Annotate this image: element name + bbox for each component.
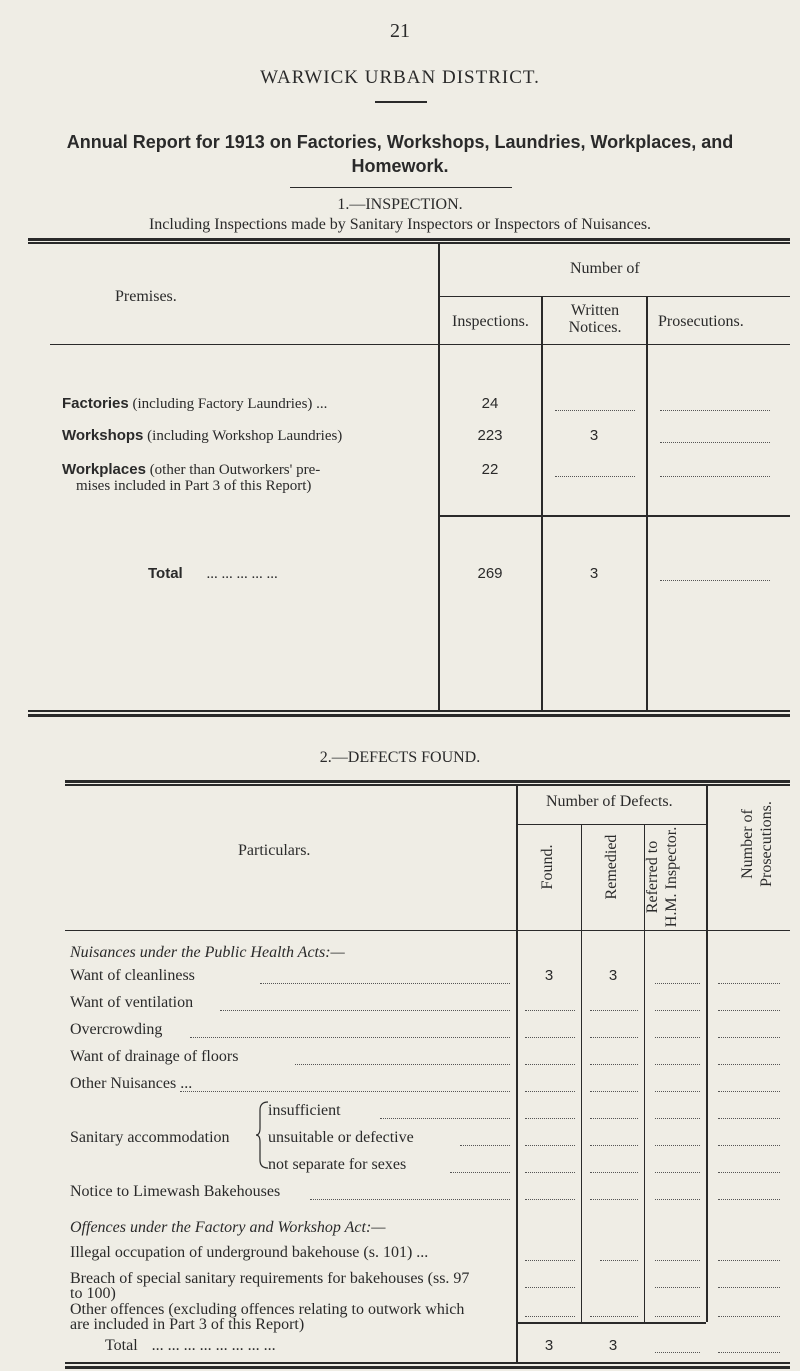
sanitary-row-not-separate: not separate for sexes [268,1156,407,1173]
remedied-value: 3 [608,967,618,984]
defect-row-ventilation: Want of ventilation [70,994,194,1011]
defect-row-cleanliness: Want of cleanliness [70,967,195,984]
premises-row-workplaces: Workplaces (other than Outworkers' pre- [62,461,321,478]
divider [375,101,427,103]
total-remedied: 3 [608,1337,618,1354]
page-number: 21 [390,20,410,42]
report-subtitle: Annual Report for 1913 on Factories, Workshops, Laundries, Workplaces, and Homework. [66,132,734,176]
section-subheading: Including Inspections made by Sanitary Inspectors or Inspectors of Nuisances. [148,216,652,233]
column-header-remedied: Remedied [603,834,620,900]
group-heading-public-health: Nuisances under the Public Health Acts:— [70,944,345,961]
particulars-header: Particulars. [238,842,311,859]
premises-row-factories: Factories (including Factory Laundries) ... [62,395,328,412]
defect-row-other-nuisances: Other Nuisances ... [70,1075,193,1092]
group-heading-factory-act: Offences under the Factory and Workshop Act:— [70,1219,386,1236]
inspections-value: 24 [481,395,499,412]
sanitary-accommodation-label: Sanitary accommodation [70,1129,230,1146]
column-header-referred: Referred to H.M. Inspector. [644,826,680,928]
total-row: Total ... ... ... ... ... ... ... ... [105,1337,276,1354]
premises-row-workplaces-cont: mises included in Part 3 of this Report) [76,478,312,494]
offence-row-other: Other offences (excluding offences relating to outwork which are included in Part 3 of this Report) [70,1301,465,1333]
premises-row-workshops: Workshops (including Workshop Laundries) [62,427,343,444]
total-written-notices: 3 [589,565,599,582]
sanitary-row-insufficient: insufficient [268,1102,341,1119]
offence-row-underground: Illegal occupation of underground bakehouse (s. 101) ... [70,1244,429,1261]
column-header-written-notices: Written Notices. [568,302,622,336]
total-found: 3 [544,1337,554,1354]
column-header-prosecutions: Prosecutions. [658,313,744,330]
inspections-value: 223 [477,427,503,444]
written-notices-value: 3 [589,427,599,444]
inspections-value: 22 [481,461,499,478]
defect-row-drainage: Want of drainage of floors [70,1048,239,1065]
divider [290,187,512,188]
page-title: WARWICK URBAN DISTRICT. [260,67,540,88]
found-value: 3 [544,967,554,984]
premises-header: Premises. [115,288,177,305]
defect-row-overcrowding: Overcrowding [70,1021,163,1038]
column-header-inspections: Inspections. [452,313,529,330]
offence-row-breach: Breach of special sanitary requirements for bakehouses (ss. 97 to 100) [70,1270,470,1302]
limewash-row: Notice to Limewash Bakehouses [70,1183,281,1200]
number-of-header: Number of [570,260,640,277]
column-header-prosecutions: Number of Prosecutions. [739,801,775,887]
sanitary-row-unsuitable: unsuitable or defective [268,1129,414,1146]
total-row: Total ... ... ... ... ... [148,565,278,582]
column-header-found: Found. [539,844,556,890]
section-heading: 1.—INSPECTION. [337,196,463,213]
section-heading: 2.—DEFECTS FOUND. [319,749,481,766]
total-inspections: 269 [477,565,503,582]
number-of-defects-header: Number of Defects. [546,793,673,810]
